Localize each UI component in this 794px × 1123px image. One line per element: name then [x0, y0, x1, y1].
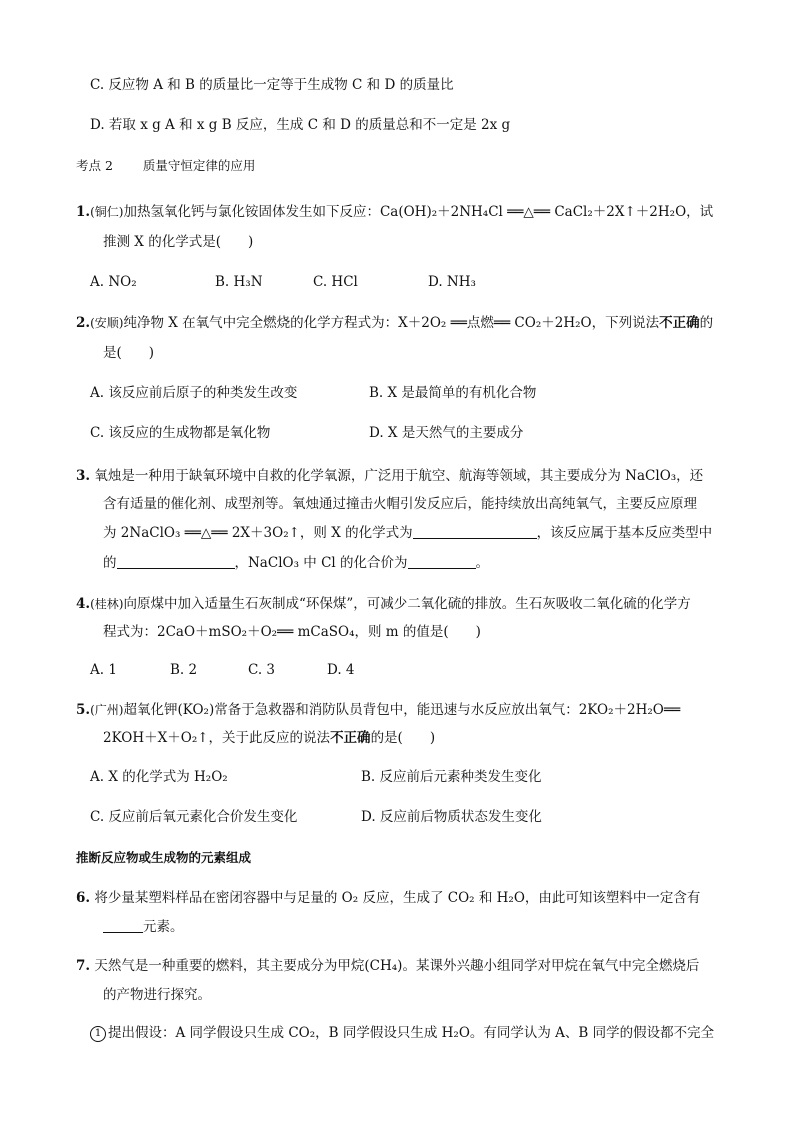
question-source: (铜仁) — [90, 205, 124, 219]
question-number: 4. — [76, 596, 91, 612]
question-text: 2KOH＋X＋O₂↑，关于此反应的说法 — [103, 730, 331, 746]
emphasis-text: 不正确 — [330, 730, 371, 746]
question-4-line-2: 程式为：2CaO＋mSO₂＋O₂══ mCaSO₄，则 m 的值是( ) — [103, 624, 481, 640]
question-2-option-c: C. 该反应的生成物都是氧化物 — [90, 425, 271, 441]
emphasis-text: 不正确 — [659, 315, 700, 331]
answer-blank-reaction-type[interactable] — [117, 554, 235, 569]
question-source: (桂林) — [90, 597, 124, 611]
question-text: 向原煤中加入适量生石灰制成“环保煤”，可减少二氧化硫的排放。生石灰吸收二氧化硫的化学方 — [123, 596, 691, 612]
question-6-line-2 — [103, 917, 184, 937]
question-3-line-4 — [103, 553, 489, 573]
question-4-line-1 — [76, 594, 691, 614]
question-text: ，NaClO₃ 中 Cl 的化合价为 — [234, 555, 408, 571]
question-1-line-2: 推测 X 的化学式是( ) — [103, 234, 254, 250]
question-number: 5. — [76, 702, 91, 718]
question-text: ，该反应属于基本反应类型中 — [536, 525, 713, 541]
option-c-previous: C. 反应物 A 和 B 的质量比一定等于生成物 C 和 D 的质量比 — [90, 77, 454, 93]
question-3-line-3 — [103, 523, 712, 543]
question-text: 元素。 — [143, 919, 184, 935]
question-1-option-b: B. H₃N — [215, 274, 263, 290]
question-text: 超氧化钾(KO₂)常备于急救器和消防队员背包中，能迅速与水反应放出氧气：2KO₂＋2H₂O══ — [123, 702, 681, 718]
option-d-previous: D. 若取 x g A 和 x g B 反应，生成 C 和 D 的质量总和不一定是 2x g — [90, 117, 511, 133]
question-text: 将少量某塑料样品在密闭容器中与足量的 O₂ 反应，生成了 CO₂ 和 H₂O，由此可知该塑料中一定含有 — [94, 890, 701, 906]
section-heading-3: 推断反应物或生成物的元素组成 — [76, 850, 252, 865]
question-text: 氧烛是一种用于缺氧环境中自救的化学氧源，广泛用于航空、航海等领域，其主要成分为 NaClO₃，还 — [94, 468, 704, 484]
question-4-option-c: C. 3 — [248, 662, 276, 678]
question-text-end: 的是( ) — [370, 730, 436, 746]
question-text: 纯净物 X 在氧气中完全燃烧的化学方程式为：X＋2O₂ ══点燃══ CO₂＋2H₂O，下列说法 — [123, 315, 660, 331]
question-5-option-b: B. 反应前后元素种类发生变化 — [361, 769, 542, 785]
question-text: 为 2NaClO₃ ══△══ 2X＋3O₂↑，则 X 的化学式为 — [103, 525, 413, 541]
section-title: 质量守恒定律的应用 — [142, 158, 256, 173]
question-2-option-a: A. 该反应前后原子的种类发生改变 — [90, 385, 298, 401]
answer-blank-valence[interactable] — [408, 554, 476, 569]
question-2-line-2: 是( ) — [103, 345, 155, 361]
answer-blank-formula[interactable] — [413, 524, 537, 539]
question-4-option-a: A. 1 — [90, 662, 117, 678]
question-text: 天然气是一种重要的燃料，其主要成分为甲烷(CH₄)。某课外兴趣小组同学对甲烷在氧气中完全燃烧后 — [94, 958, 700, 974]
question-1-option-d: D. NH₃ — [428, 274, 476, 290]
question-text: 的 — [103, 555, 117, 571]
circled-number-1: 1 — [90, 1026, 106, 1042]
question-6-line-1 — [76, 888, 700, 908]
question-5-line-1 — [76, 700, 680, 720]
question-5-line-2 — [103, 728, 435, 748]
question-number: 2. — [76, 315, 91, 331]
question-3-line-2: 含有适量的催化剂、成型剂等。氧烛通过撞击火帽引发反应后，能持续放出高纯氧气，主要反应原理 — [103, 496, 697, 512]
question-text-end: 的 — [699, 315, 714, 331]
question-5-option-a: A. X 的化学式为 H₂O₂ — [90, 769, 228, 785]
question-number: 7. — [76, 958, 91, 974]
section-label: 考点 2 — [76, 158, 113, 173]
question-7-line-1 — [76, 956, 699, 976]
question-2-option-b: B. X 是最简单的有机化合物 — [369, 385, 537, 401]
question-text: 加热氢氧化钙与氯化铵固体发生如下反应：Ca(OH)₂＋2NH₄Cl ══△══ CaCl₂＋2X↑＋2H₂O，试 — [123, 204, 714, 220]
question-5-option-c: C. 反应前后氧元素化合价发生变化 — [90, 809, 298, 825]
question-1-option-a: A. NO₂ — [90, 274, 137, 290]
question-4-option-d: D. 4 — [327, 662, 355, 678]
question-2-option-d: D. X 是天然气的主要成分 — [369, 425, 524, 441]
question-text: 。 — [475, 555, 490, 571]
question-4-option-b: B. 2 — [170, 662, 198, 678]
question-number: 3. — [76, 468, 91, 484]
question-1-option-c: C. HCl — [313, 274, 358, 290]
question-5-option-d: D. 反应前后物质状态发生变化 — [361, 809, 542, 825]
section-heading-2 — [76, 156, 255, 176]
question-number: 6. — [76, 890, 91, 906]
question-number: 1. — [76, 204, 91, 220]
question-source: (广州) — [90, 703, 124, 717]
answer-blank-elements[interactable] — [103, 918, 143, 933]
question-text: 提出假设：A 同学假设只生成 CO₂，B 同学假设只生成 H₂O。有同学认为 A、B 同学的假设都不完全 — [108, 1025, 715, 1041]
question-7-line-2: 的产物进行探究。 — [103, 987, 211, 1003]
question-3-line-1 — [76, 466, 703, 486]
question-2-line-1 — [76, 313, 713, 333]
question-1-line-1 — [76, 202, 713, 222]
question-7-sub-1 — [90, 1023, 714, 1043]
question-source: (安顺) — [90, 316, 124, 330]
